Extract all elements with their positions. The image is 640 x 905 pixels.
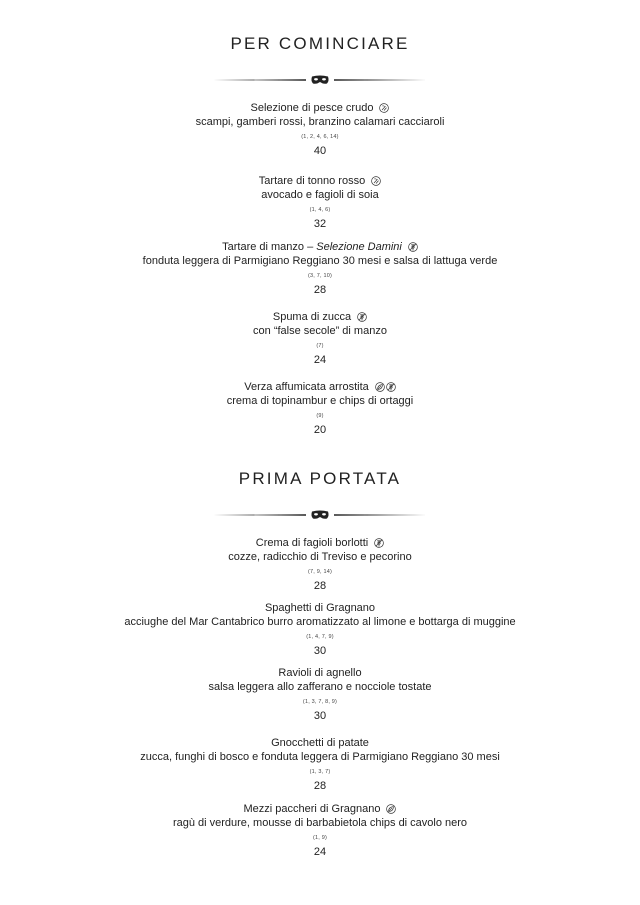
gluten-free-icon xyxy=(386,382,396,392)
dish-name: Gnocchetti di patate xyxy=(271,737,369,749)
menu-item xyxy=(0,803,640,859)
gluten-free-icon xyxy=(408,242,418,252)
dish-description: cozze, radicchio di Treviso e pecorino xyxy=(228,551,412,563)
gluten-free-icon xyxy=(374,538,384,548)
menu-item xyxy=(0,381,640,437)
dish-price: 20 xyxy=(313,424,327,436)
dish-description: salsa leggera allo zafferano e nocciole tostate xyxy=(208,681,432,693)
allergen-codes: (7) xyxy=(316,343,324,349)
dish-name: Ravioli di agnello xyxy=(278,667,362,679)
menu-item xyxy=(0,311,640,367)
allergen-codes: (1, 4, 7, 9) xyxy=(306,634,334,640)
allergen-codes: (1, 3, 7) xyxy=(309,769,331,775)
gluten-free-icon xyxy=(357,312,367,322)
dish-description: fonduta leggera di Parmigiano Reggiano 30 mesi e salsa di lattuga verde xyxy=(142,255,498,267)
section-title-prima-portata: PRIMA PORTATA xyxy=(238,469,402,488)
menu-item xyxy=(0,602,640,658)
dish-price: 30 xyxy=(313,645,327,657)
dish-description: scampi, gamberi rossi, branzino calamari cacciaroli xyxy=(195,116,445,128)
allergen-codes: (1, 4, 6) xyxy=(309,207,331,213)
allergen-codes: (1, 3, 7, 8, 9) xyxy=(302,699,338,705)
allergen-codes: (1, 9) xyxy=(312,835,328,841)
dish-description: con “false secole” di manzo xyxy=(253,325,387,337)
dish-name: Spaghetti di Gragnano xyxy=(264,602,376,614)
dish-name: Crema di fagioli borlotti xyxy=(0,537,640,550)
dish-price: 28 xyxy=(313,780,327,792)
allergen-codes: (7, 9, 14) xyxy=(307,569,332,575)
allergen-codes: (1, 2, 4, 6, 14) xyxy=(301,134,339,140)
allergen-codes: (9) xyxy=(316,413,324,419)
dish-price: 28 xyxy=(313,284,327,296)
menu-item xyxy=(0,667,640,723)
dish-name: Verza affumicata arrostita xyxy=(0,381,640,394)
mask-divider xyxy=(211,74,429,86)
dish-name-italic: Selezione Damini xyxy=(316,241,402,253)
menu-item xyxy=(0,737,640,793)
dish-description: avocado e fagioli di soia xyxy=(261,189,379,201)
dish-price: 24 xyxy=(313,354,327,366)
dish-name: Selezione di pesce crudo xyxy=(0,102,640,115)
dish-description: crema di topinambur e chips di ortaggi xyxy=(226,395,414,407)
menu-item xyxy=(0,241,640,297)
dish-price: 28 xyxy=(313,580,327,592)
dish-price: 30 xyxy=(313,710,327,722)
menu-item xyxy=(0,175,640,231)
dish-name: Mezzi paccheri di Gragnano xyxy=(0,803,640,816)
section-title-per-cominciare: PER COMINCIARE xyxy=(230,34,410,53)
mask-divider xyxy=(211,509,429,521)
raw-fish-icon xyxy=(379,103,389,113)
allergen-codes: (3, 7, 10) xyxy=(307,273,332,279)
dish-description: ragù di verdure, mousse di barbabietola chips di cavolo nero xyxy=(172,817,468,829)
dish-price: 40 xyxy=(313,145,327,157)
vegetarian-icon xyxy=(386,804,396,814)
menu-item xyxy=(0,102,640,158)
dish-description: acciughe del Mar Cantabrico burro aromatizzato al limone e bottarga di muggine xyxy=(124,616,516,628)
dish-price: 32 xyxy=(313,218,327,230)
menu-item xyxy=(0,537,640,593)
dish-name: Tartare di tonno rosso xyxy=(0,175,640,188)
dish-price: 24 xyxy=(313,846,327,858)
dish-name: Tartare di manzo – Selezione Damini xyxy=(0,241,640,254)
raw-fish-icon xyxy=(371,176,381,186)
dish-name: Spuma di zucca xyxy=(0,311,640,324)
vegetarian-icon xyxy=(375,382,385,392)
dish-description: zucca, funghi di bosco e fonduta leggera di Parmigiano Reggiano 30 mesi xyxy=(140,751,500,763)
